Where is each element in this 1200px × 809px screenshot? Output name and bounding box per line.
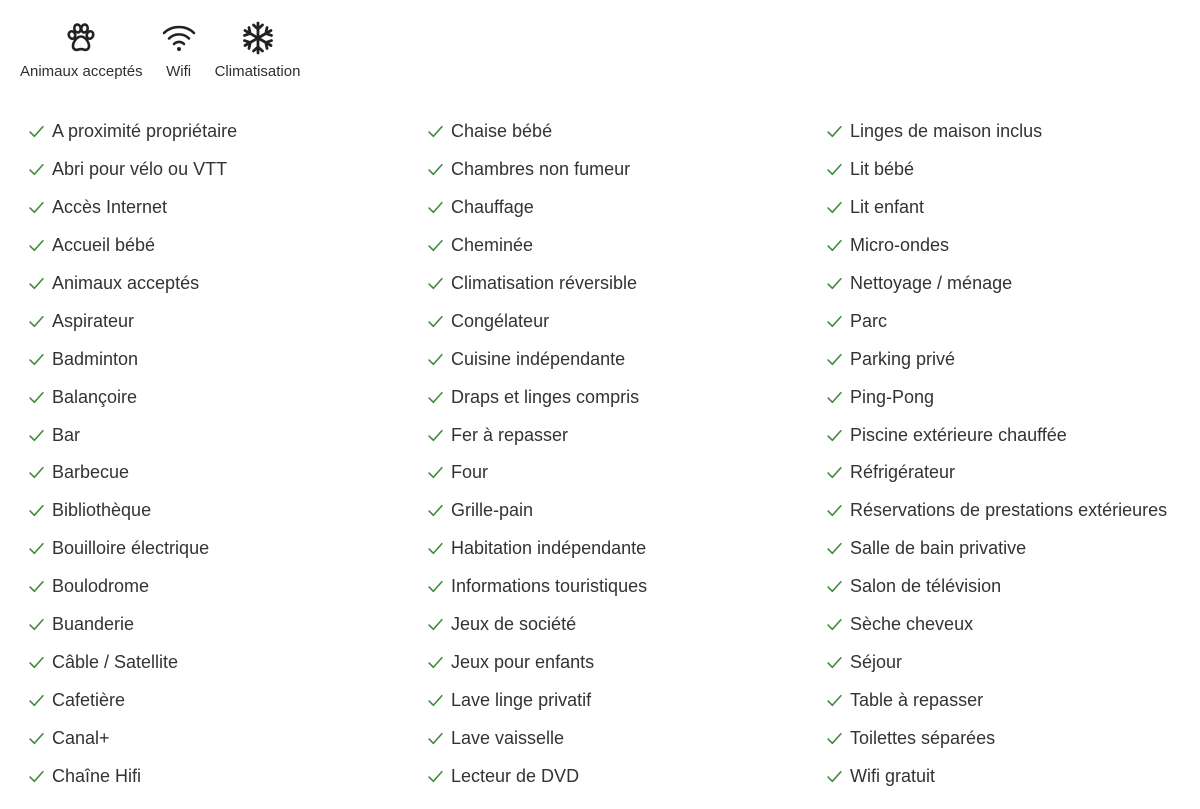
check-icon [28,237,45,254]
amenity-label: Nettoyage / ménage [850,273,1013,293]
check-icon [427,730,444,747]
amenity-label: Réfrigérateur [850,462,956,483]
amenity-label: Câble / Satellite [52,651,179,672]
amenity-item [427,719,826,757]
amenity-item [28,454,427,492]
amenity-label: Micro-ondes [850,235,950,256]
check-icon [826,768,843,785]
amenity-label: Lit bébé [850,159,915,180]
check-icon [28,692,45,709]
amenity-label: Jeux de société [451,614,577,635]
highlight-pets [20,18,143,80]
check-icon [826,502,843,519]
check-icon [427,427,444,444]
check-icon [826,237,843,254]
amenity-label: Parc [850,310,888,331]
amenity-item [28,189,427,227]
amenities-column-3 [826,113,1188,798]
amenity-item [826,530,1188,568]
highlight-air-conditioning [215,18,301,80]
paw-icon [61,18,101,58]
check-icon [28,654,45,671]
amenity-item [427,606,826,644]
amenity-label: Ping-Pong [850,386,935,407]
amenity-label: Réservations de prestations extérieures [850,500,1168,521]
amenity-label: Séjour [850,651,903,672]
amenity-item [826,227,1188,265]
amenity-label: Bibliothèque [52,500,152,521]
amenity-label: Accueil bébé [52,235,156,256]
check-icon [826,692,843,709]
amenity-label: Salle de bain privative [850,538,1027,559]
check-icon [427,502,444,519]
amenity-item [28,492,427,530]
amenity-item [826,416,1188,454]
amenity-label: Habitation indépendante [451,538,647,559]
highlight-wifi [159,18,199,80]
amenity-item [427,265,826,303]
check-icon [28,502,45,519]
amenity-label: Lave vaisselle [451,727,565,748]
amenity-item [826,606,1188,644]
amenity-item [28,302,427,340]
check-icon [28,199,45,216]
amenity-label: Table à repasser [850,689,984,710]
check-icon [826,389,843,406]
amenity-item [28,530,427,568]
check-icon [826,578,843,595]
amenity-label: Cafetière [52,689,126,710]
amenity-label: Piscine extérieure chauffée [850,424,1067,445]
amenity-item [427,189,826,227]
amenity-item [28,757,427,795]
check-icon [826,654,843,671]
amenity-item [826,151,1188,189]
check-icon [427,768,444,785]
amenity-item [826,643,1188,681]
check-icon [28,389,45,406]
amenity-label: Badminton [52,348,139,369]
amenity-label: Toilettes séparées [850,727,996,748]
amenity-label: Aspirateur [52,310,135,331]
check-icon [826,540,843,557]
amenity-label: Barbecue [52,462,130,483]
check-icon [826,123,843,140]
check-icon [826,427,843,444]
amenity-item [28,340,427,378]
amenity-item [28,719,427,757]
amenity-item [826,757,1188,795]
check-icon [427,313,444,330]
check-icon [28,540,45,557]
amenity-item [826,454,1188,492]
check-icon [427,161,444,178]
amenity-label: Linges de maison inclus [850,121,1043,142]
amenity-label: Sèche cheveux [850,614,974,635]
check-icon [427,654,444,671]
amenity-label: Animaux acceptés [52,273,200,293]
amenity-label: Draps et linges compris [451,386,640,407]
check-icon [28,351,45,368]
wifi-icon [159,18,199,58]
amenity-item [826,719,1188,757]
amenities-list [28,113,1188,798]
amenity-label: Fer à repasser [451,424,569,445]
amenity-item [427,643,826,681]
check-icon [826,275,843,292]
amenity-label: Climatisation réversible [451,273,638,293]
amenity-item [28,378,427,416]
amenity-item [28,681,427,719]
amenity-item [826,189,1188,227]
check-icon [28,161,45,178]
amenity-label: Salon de télévision [850,576,1002,597]
amenity-item [28,568,427,606]
amenity-label: Buanderie [52,614,135,635]
check-icon [427,540,444,557]
snowflake-icon [238,18,278,58]
amenity-item [427,757,826,795]
check-icon [427,275,444,292]
check-icon [427,464,444,481]
check-icon [28,427,45,444]
amenity-label: Wifi gratuit [850,765,936,786]
check-icon [826,161,843,178]
amenity-item [427,492,826,530]
amenity-item [28,113,427,151]
amenity-label: Chauffage [451,197,534,218]
check-icon [826,616,843,633]
amenity-label: Lave linge privatif [451,689,592,710]
check-icon [826,464,843,481]
amenity-item [826,492,1188,530]
amenity-label: Lit enfant [850,197,925,218]
amenity-item [28,151,427,189]
highlight-label: Climatisation [214,63,301,80]
amenity-label: Cuisine indépendante [451,348,626,369]
amenity-item [427,530,826,568]
check-icon [28,123,45,140]
amenity-item [427,340,826,378]
check-icon [826,730,843,747]
amenity-label: Chaîne Hifi [52,765,142,786]
amenity-label: Informations touristiques [451,576,648,597]
amenity-label: Lecteur de DVD [451,765,580,786]
check-icon [28,730,45,747]
amenity-item [427,416,826,454]
check-icon [427,199,444,216]
amenity-label: Four [451,462,489,483]
amenity-label: Abri pour vélo ou VTT [52,159,228,180]
highlight-amenities [20,18,316,80]
amenity-item [427,113,826,151]
amenity-item [826,113,1188,151]
check-icon [427,578,444,595]
amenity-item [826,568,1188,606]
check-icon [427,692,444,709]
amenity-item [28,643,427,681]
amenity-item [427,302,826,340]
amenity-item [28,606,427,644]
amenity-label: Canal+ [52,727,110,748]
amenity-item [427,681,826,719]
amenity-item [28,416,427,454]
check-icon [427,123,444,140]
check-icon [28,275,45,292]
check-icon [826,351,843,368]
amenity-item [427,378,826,416]
check-icon [28,578,45,595]
amenity-label: Parking privé [850,348,956,369]
amenity-label: Cheminée [451,235,534,256]
amenity-label: Accès Internet [52,197,168,218]
amenities-column-2 [427,113,826,798]
amenity-label: Chambres non fumeur [451,159,631,180]
amenity-label: Bouilloire électrique [52,538,210,559]
amenity-label: Congélateur [451,310,550,331]
amenity-item [826,340,1188,378]
amenity-item [28,227,427,265]
highlight-label: Wifi [166,63,192,80]
check-icon [28,616,45,633]
amenity-item [826,265,1188,303]
amenity-label: Balançoire [52,386,138,407]
amenity-item [826,681,1188,719]
check-icon [826,199,843,216]
check-icon [28,464,45,481]
amenity-label: Chaise bébé [451,121,553,142]
amenity-item [427,227,826,265]
amenity-item [427,151,826,189]
amenity-label: Jeux pour enfants [451,651,595,672]
amenity-item [826,302,1188,340]
highlight-label: Animaux acceptés [20,63,143,80]
check-icon [28,313,45,330]
amenity-label: Boulodrome [52,576,150,597]
amenity-item [28,265,427,303]
amenity-item [427,568,826,606]
check-icon [427,351,444,368]
check-icon [427,237,444,254]
amenity-item [826,378,1188,416]
check-icon [427,389,444,406]
check-icon [427,616,444,633]
amenity-item [427,454,826,492]
amenity-label: Bar [52,424,81,445]
amenity-label: Grille-pain [451,500,534,521]
check-icon [826,313,843,330]
check-icon [28,768,45,785]
amenity-label: A proximité propriétaire [52,121,238,142]
amenities-column-1 [28,113,427,798]
